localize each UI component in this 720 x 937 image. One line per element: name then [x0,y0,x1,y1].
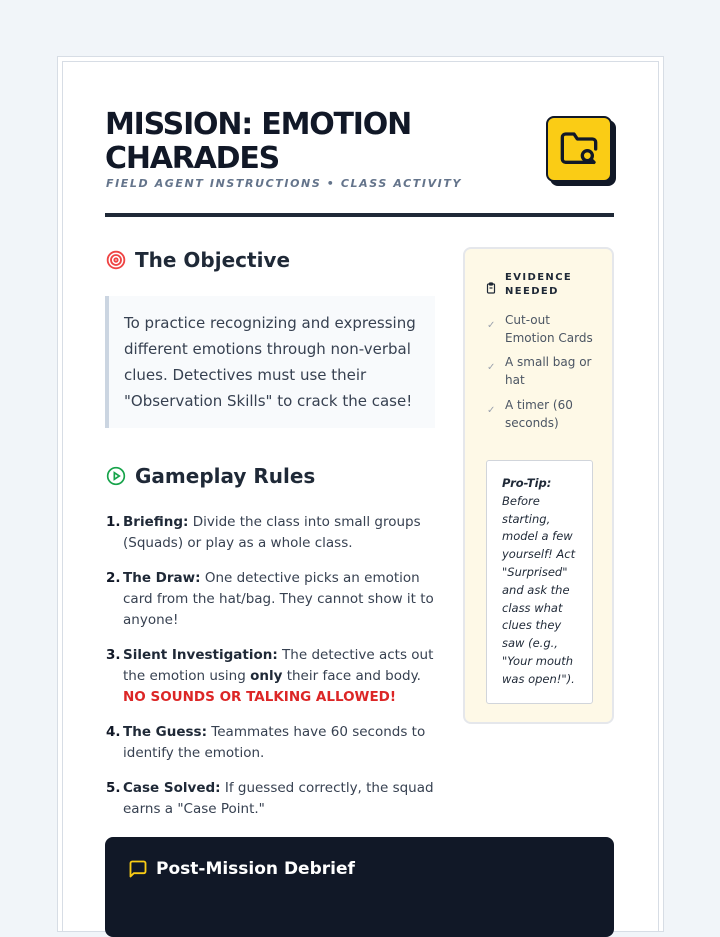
rule-number: 1. [106,514,121,530]
debrief-title: Post-Mission Debrief [156,859,355,879]
list-item [487,353,597,389]
rule-emphasis: only [250,668,283,684]
check-icon: ✓ [487,405,496,416]
rule-title: Silent Investigation: [123,647,278,663]
objective-text: To practice recognizing and expressing different emotions through non-verbal clues. Detectives must use their "Observation Skills" to crack the case! [105,296,435,428]
evidence-sidebar [463,247,614,724]
rule-number: 5. [106,780,121,796]
rule-number: 4. [106,724,121,740]
list-item [106,722,446,764]
list-item [487,396,597,432]
rule-alert: NO SOUNDS OR TALKING ALLOWED! [123,689,397,705]
header-divider [105,213,614,217]
folder-search-icon [546,116,612,182]
pro-tip-card [486,460,593,704]
target-icon [106,250,126,270]
evidence-item-label: Cut-out Emotion Cards [505,313,593,345]
list-item [106,568,446,631]
rules-heading [106,464,315,488]
page-title: MISSION: EMOTION CHARADES [105,107,411,176]
list-item [106,645,446,708]
debrief-panel [105,837,614,937]
rules-list [106,512,446,834]
pro-tip-text: Before starting, model a few yourself! Act "Surprised" and ask the class what clues they saw (e.g., "Your mouth was open!"). [502,493,576,686]
rule-text: If guessed correctly, the squad earns a "Case Point." [123,780,434,817]
rule-text: One detective picks an emotion card from the hat/bag. They cannot show it to anyone! [123,570,434,628]
pro-tip-label: Pro-Tip: [502,476,552,490]
rule-number: 3. [106,647,121,663]
rule-number: 2. [106,570,121,586]
objective-heading-label: The Objective [135,248,291,272]
page-subtitle: FIELD AGENT INSTRUCTIONS • CLASS ACTIVITY [106,177,463,190]
objective-heading [106,248,290,272]
list-item [487,311,597,347]
check-icon: ✓ [487,320,496,331]
rule-title: Case Solved: [123,780,221,796]
rule-title: Briefing: [123,514,189,530]
clipboard-icon [485,279,497,291]
debrief-heading [128,859,355,879]
evidence-item-label: A timer (60 seconds) [505,398,573,430]
rule-title: The Draw: [123,570,201,586]
rules-heading-label: Gameplay Rules [135,464,316,488]
list-item [106,778,446,820]
check-icon: ✓ [487,362,496,373]
message-square-icon [128,859,148,879]
evidence-item-label: A small bag or hat [505,355,592,387]
rule-title: The Guess: [123,724,207,740]
rule-text: their face and body. [282,668,421,684]
rule-text: Divide the class into small groups (Squads) or play as a whole class. [123,514,421,551]
evidence-title: EVIDENCE NEEDED [505,272,573,297]
list-item [106,512,446,554]
play-circle-icon [106,466,126,486]
rule-text: The detective acts out the emotion using [123,647,434,684]
rule-text: Teammates have 60 seconds to identify the emotion. [123,724,426,761]
